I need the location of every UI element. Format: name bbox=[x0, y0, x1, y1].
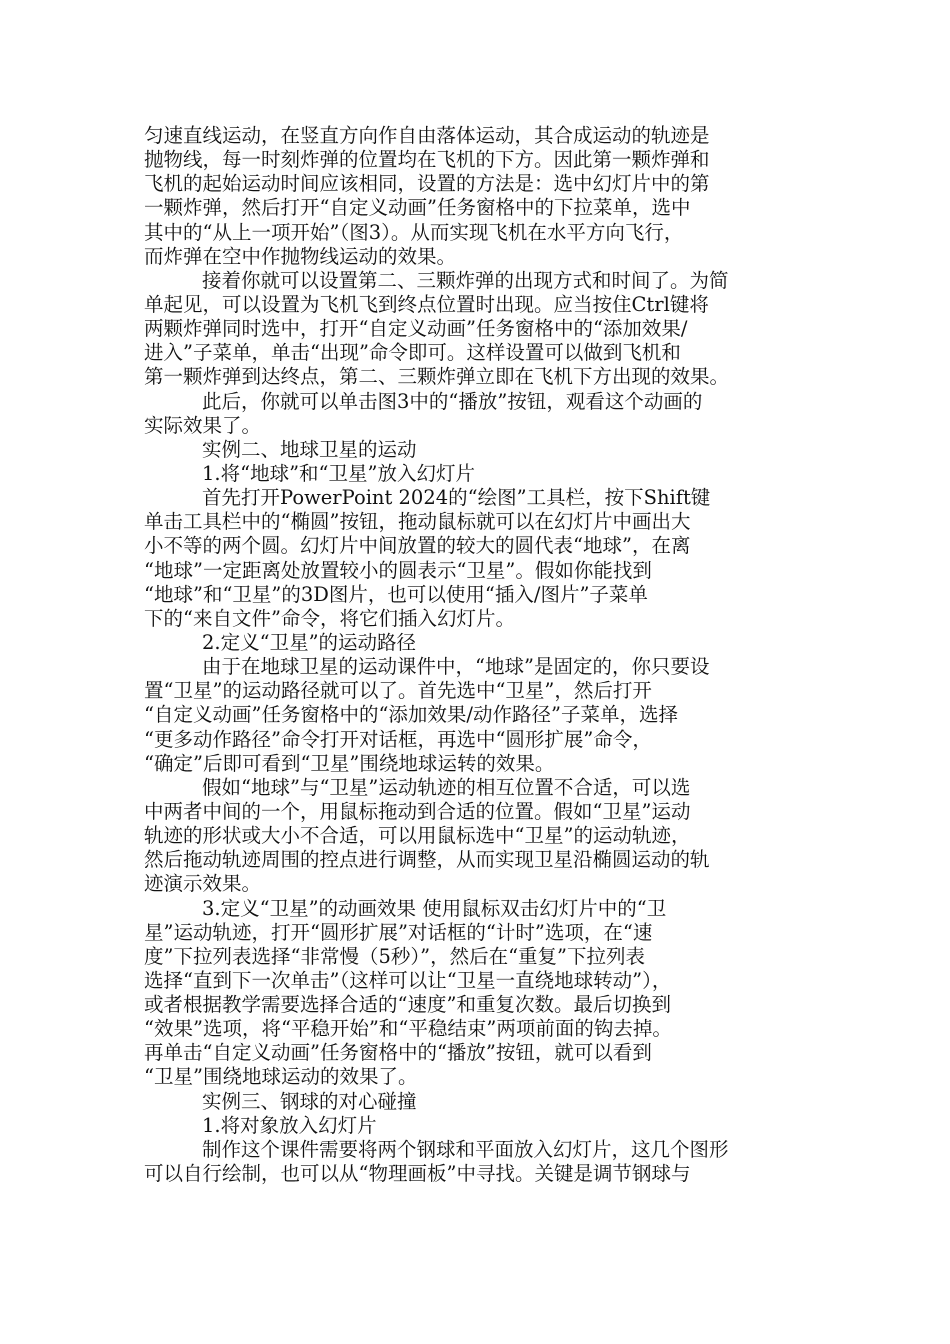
text-line: 轨迹的形状或大小不合适，可以用鼠标选中“卫星”的运动轨迹， bbox=[144, 824, 691, 848]
text-line: 首先打开PowerPoint 2024的“绘图”工具栏，按下Shift键 bbox=[202, 486, 711, 510]
text-line: 选择“直到下一次单击”（这样可以让“卫星一直绕地球转动”）， bbox=[144, 968, 672, 992]
text-line: “卫星”围绕地球运动的效果了。 bbox=[144, 1065, 418, 1089]
text-line: “效果”选项，将“平稳开始”和“平稳结束”两项前面的钩去掉。 bbox=[144, 1017, 672, 1041]
text-line: 而炸弹在空中作抛物线运动的效果。 bbox=[144, 244, 457, 268]
text-line: 可以自行绘制，也可以从“物理画板”中寻找。关键是调节钢球与 bbox=[144, 1162, 691, 1186]
text-line: 迹演示效果。 bbox=[144, 872, 262, 896]
text-line: 置“卫星”的运动路径就可以了。首先选中“卫星”，然后打开 bbox=[144, 679, 652, 703]
text-line: 然后拖动轨迹周围的控点进行调整，从而实现卫星沿椭圆运动的轨 bbox=[144, 848, 710, 872]
text-line: 1.将对象放入幻灯片 bbox=[202, 1113, 377, 1137]
text-line: 实例三、钢球的对心碰撞 bbox=[202, 1089, 417, 1113]
text-line: “更多动作路径”命令打开对话框，再选中“圆形扩展”命令， bbox=[144, 727, 652, 751]
text-line: 1.将“地球”和“卫星”放入幻灯片 bbox=[202, 461, 475, 485]
text-line: 由于在地球卫星的运动课件中，“地球”是固定的，你只要设 bbox=[202, 655, 710, 679]
text-line: 此后，你就可以单击图3中的“播放”按钮，观看这个动画的 bbox=[202, 389, 703, 413]
text-line: 小不等的两个圆。幻灯片中间放置的较大的圆代表“地球”，在离 bbox=[144, 534, 691, 558]
text-line: 单击工具栏中的“椭圆”按钮，拖动鼠标就可以在幻灯片中画出大 bbox=[144, 510, 691, 534]
text-line: 制作这个课件需要将两个钢球和平面放入幻灯片，这几个图形 bbox=[202, 1137, 729, 1161]
text-line: 实际效果了。 bbox=[144, 413, 262, 437]
text-line: “地球”一定距离处放置较小的圆表示“卫星”。假如你能找到 bbox=[144, 558, 652, 582]
text-line: 匀速直线运动，在竖直方向作自由落体运动，其合成运动的轨迹是 bbox=[144, 124, 710, 147]
text-line: 进入”子菜单，单击“出现”命令即可。这样设置可以做到飞机和 bbox=[144, 341, 681, 365]
text-line: 下的“来自文件”命令，将它们插入幻灯片。 bbox=[144, 606, 515, 630]
text-line: 单起见，可以设置为飞机飞到终点位置时出现。应当按住Ctrl键将 bbox=[144, 292, 709, 316]
text-line: 一颗炸弹，然后打开“自定义动画”任务窗格中的下拉菜单，选中 bbox=[144, 196, 691, 220]
text-line: 抛物线，每一时刻炸弹的位置均在飞机的下方。因此第一颗炸弹和 bbox=[144, 148, 710, 172]
text-line: 再单击“自定义动画”任务窗格中的“播放”按钮，就可以看到 bbox=[144, 1041, 652, 1065]
text-line: “自定义动画”任务窗格中的“添加效果/动作路径”子菜单，选择 bbox=[144, 703, 678, 727]
text-line: “地球”和“卫星”的3D图片，也可以使用“插入/图片”子菜单 bbox=[144, 582, 648, 606]
text-line: 接着你就可以设置第二、三颗炸弹的出现方式和时间了。为简 bbox=[202, 268, 729, 292]
text-line: 第一颗炸弹到达终点，第二、三颗炸弹立即在飞机下方出现的效果。 bbox=[144, 365, 730, 389]
text-line: 两颗炸弹同时选中，打开“自定义动画”任务窗格中的“添加效果/ bbox=[144, 317, 688, 341]
text-line: 度”下拉列表选择“非常慢（5秒）”，然后在“重复”下拉列表 bbox=[144, 944, 646, 968]
text-line: “确定”后即可看到“卫星”围绕地球运转的效果。 bbox=[144, 751, 555, 775]
text-line: 中两者中间的一个，用鼠标拖动到合适的位置。假如“卫星”运动 bbox=[144, 799, 691, 823]
text-line: 3.定义“卫星”的动画效果 使用鼠标双击幻灯片中的“卫 bbox=[202, 896, 667, 920]
text-line: 星”运动轨迹，打开“圆形扩展”对话框的“计时”选项，在“速 bbox=[144, 920, 653, 944]
text-line: 实例二、地球卫星的运动 bbox=[202, 437, 417, 461]
text-line: 假如“地球”与“卫星”运动轨迹的相互位置不合适，可以选 bbox=[202, 775, 691, 799]
document-page bbox=[144, 124, 814, 1186]
text-line: 飞机的起始运动时间应该相同，设置的方法是：选中幻灯片中的第 bbox=[144, 172, 710, 196]
text-line: 其中的“从上一项开始”（图3）。从而实现飞机在水平方向飞行， bbox=[144, 220, 684, 244]
text-line: 2.定义“卫星”的运动路径 bbox=[202, 630, 417, 654]
text-line: 或者根据教学需要选择合适的“速度”和重复次数。最后切换到 bbox=[144, 993, 671, 1017]
